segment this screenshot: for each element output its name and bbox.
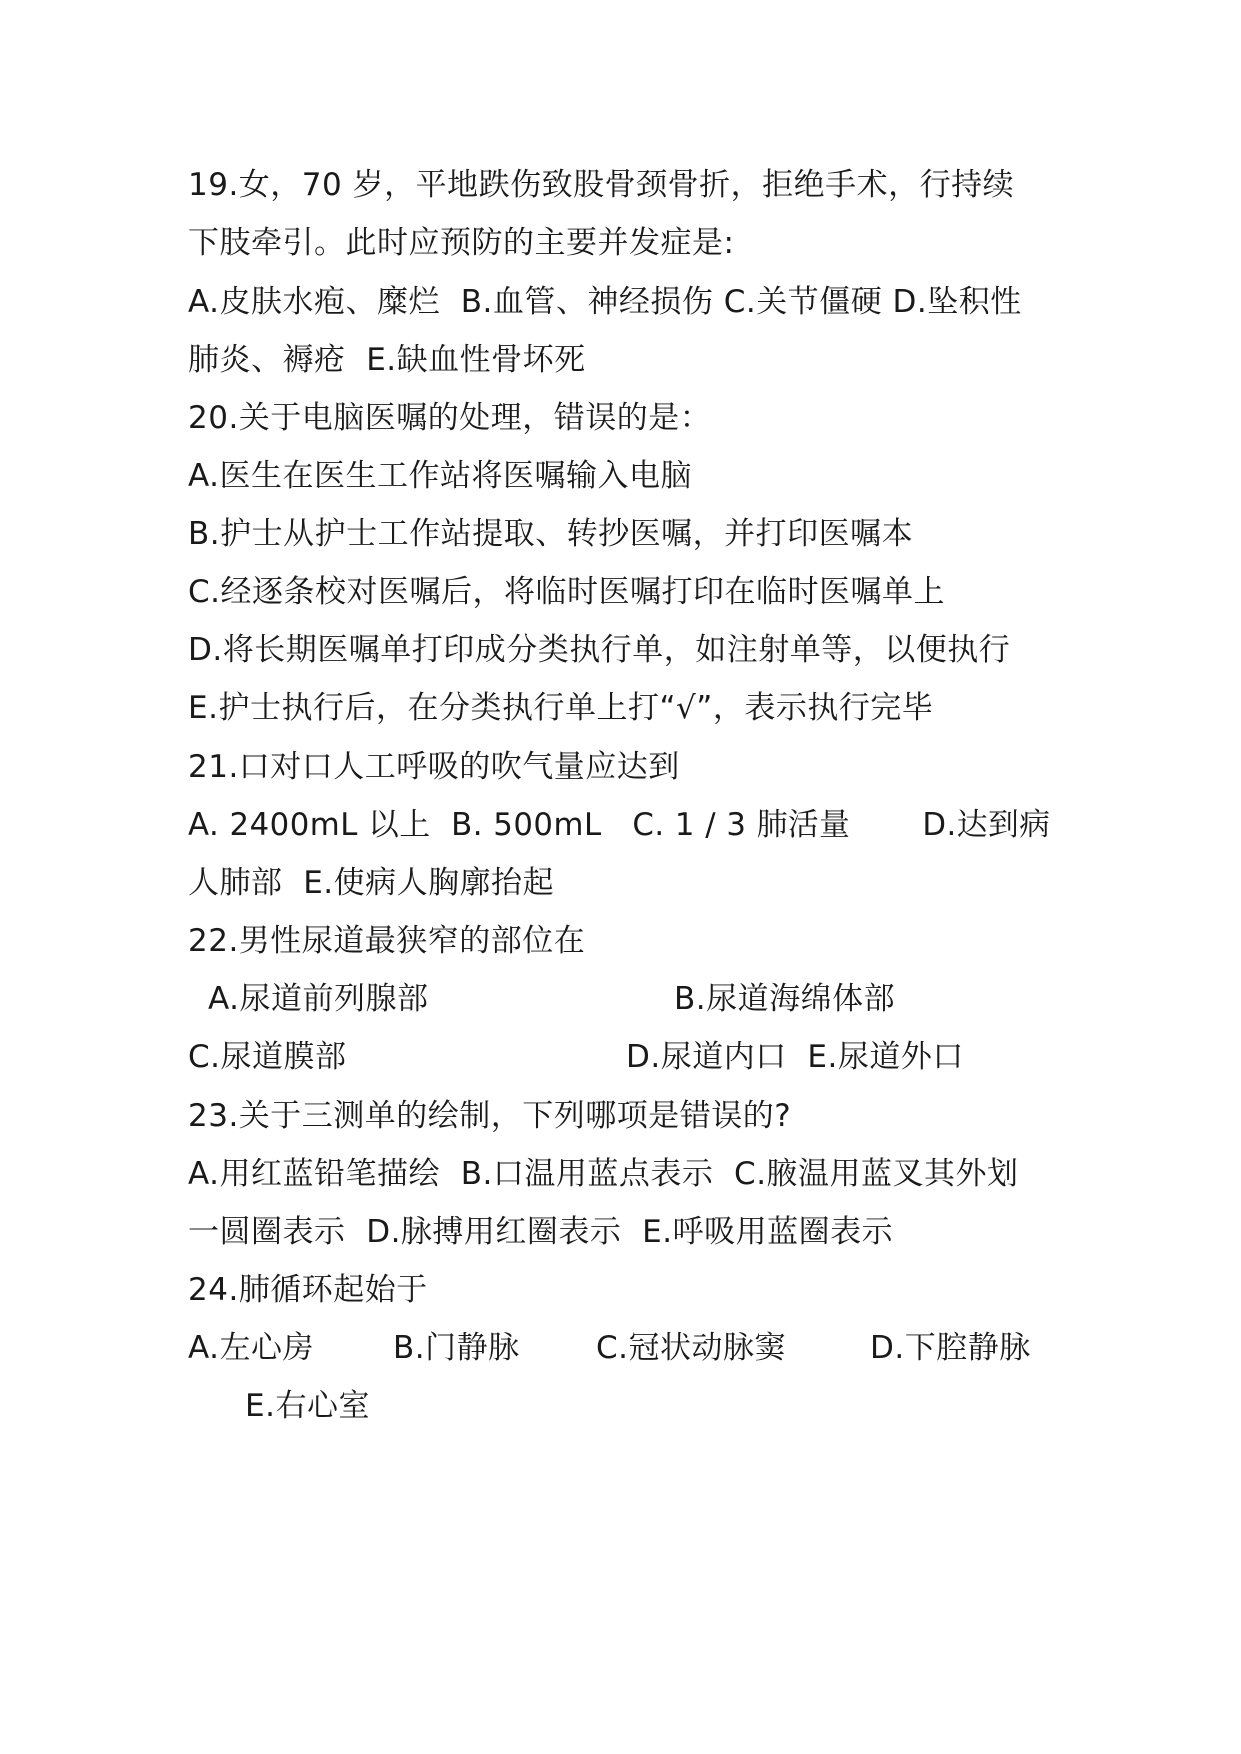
q20-option-e: E.护士执行后，在分类执行单上打“√”，表示执行完毕: [188, 690, 934, 726]
q21-stem: 21.口对口人工呼吸的吹气量应达到: [188, 749, 680, 785]
q19-line-4: 肺炎、褥疮 E.缺血性骨坏死: [188, 342, 586, 378]
q19-line-2: 下肢牵引。此时应预防的主要并发症是:: [188, 225, 735, 261]
q22-stem: 22.男性尿道最狭窄的部位在: [188, 923, 586, 959]
q22-option-b: B.尿道海绵体部: [674, 981, 896, 1017]
q20-option-d: D.将长期医嘱单打印成分类执行单，如注射单等，以便执行: [188, 632, 1011, 668]
q24-option-a: A.左心房: [188, 1330, 315, 1366]
q20-option-b: B.护士从护士工作站提取、转抄医嘱，并打印医嘱本: [188, 516, 914, 552]
q23-stem: 23.关于三测单的绘制，下列哪项是错误的?: [188, 1098, 792, 1134]
q23-options-line-2: 一圆圈表示 D.脉搏用红圈表示 E.呼吸用蓝圈表示: [188, 1214, 894, 1250]
q24-option-e: E.右心室: [245, 1388, 370, 1424]
q20-option-a: A.医生在医生工作站将医嘱输入电脑: [188, 458, 693, 494]
q24-stem: 24.肺循环起始于: [188, 1272, 428, 1308]
q20-option-c: C.经逐条校对医嘱后，将临时医嘱打印在临时医嘱单上: [188, 574, 945, 610]
q19-line-3: A.皮肤水疱、糜烂 B.血管、神经损伤 C.关节僵硬 D.坠积性: [188, 284, 1022, 320]
q24-option-c: C.冠状动脉窦: [596, 1330, 786, 1366]
q24-option-d: D.下腔静脉: [870, 1330, 1031, 1366]
q21-options-line-1: A. 2400mL 以上 B. 500mL C. 1 / 3 肺活量 D.达到病: [188, 807, 1051, 843]
q22-options-d-e: D.尿道内口 E.尿道外口: [626, 1039, 964, 1075]
q22-option-c: C.尿道膜部: [188, 1039, 347, 1075]
q19-line-1: 19.女，70 岁，平地跌伤致股骨颈骨折，拒绝手术，行持续: [188, 167, 1015, 203]
q24-option-b: B.门静脉: [393, 1330, 520, 1366]
q20-stem: 20.关于电脑医嘱的处理，错误的是：: [188, 400, 712, 436]
q22-option-a: A.尿道前列腺部: [208, 981, 429, 1017]
q23-options-line-1: A.用红蓝铅笔描绘 B.口温用蓝点表示 C.腋温用蓝叉其外划: [188, 1156, 1019, 1192]
q21-options-line-2: 人肺部 E.使病人胸廓抬起: [188, 865, 555, 901]
